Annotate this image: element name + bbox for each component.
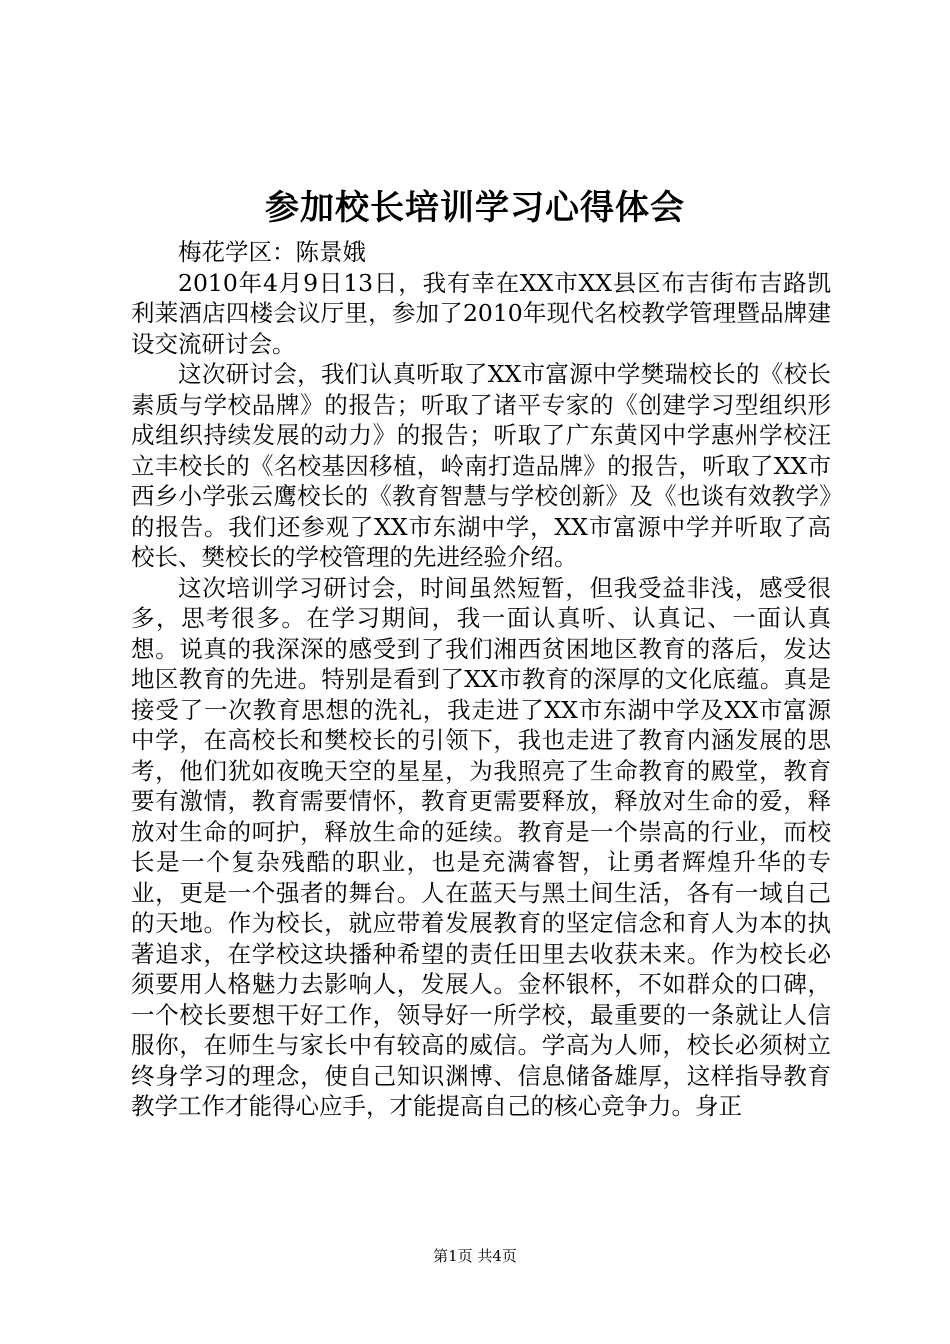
document-title: 参加校长培训学习心得体会 <box>265 188 685 228</box>
document-body <box>131 237 831 1122</box>
paragraph: 这次研讨会，我们认真听取了XX市富源中学樊瑞校长的《校长素质与学校品牌》的报告；听取了诸平专家的《创建学习型组织形成组织持续发展的动力》的报告；听取了广东黄冈中学惠州学校汪立丰校长的《名校基因移植，岭南打造品牌》的报告，听取了XX市西乡小学张云鹰校长的《教育智慧与学校创新》及《也谈有效教学》的报告。我们还参观了XX市东湖中学，XX市富源中学并听取了高校长、樊校长的学校管理的先进经验介绍。 <box>131 360 831 571</box>
author-line: 梅花学区：陈景娥 <box>178 238 366 266</box>
page-footer: 第1页 共4页 <box>433 1247 517 1265</box>
paragraph: 这次培训学习研讨会，时间虽然短暂，但我受益非浅，感受很多，思考很多。在学习期间，我一面认真听、认真记、一面认真想。说真的我深深的感受到了我们湘西贫困地区教育的落后，发达地区教育的先进。特别是看到了XX市教育的深厚的文化底蕴。真是接受了一次教育思想的洗礼，我走进了XX市东湖中学及XX市富源中学，在高校长和樊校长的引领下，我也走进了教育内涵发展的思考，他们犹如夜晚天空的星星，为我照亮了生命教育的殿堂，教育要有激情，教育需要情怀，教育更需要释放，释放对生命的爱，释放对生命的呵护，释放生命的延续。教育是一个崇高的行业，而校长是一个复杂残酷的职业，也是充满睿智，让勇者辉煌升华的专业，更是一个强者的舞台。人在蓝天与黑土间生活，各有一域自己的天地。作为校长，就应带着发展教育的坚定信念和育人为本的执著追求，在学校这块播种希望的责任田里去收获未来。作为校长必须要用人格魅力去影响人，发展人。金杯银杯，不如群众的口碑，一个校长要想干好工作，领导好一所学校，最重要的一条就让人信服你，在师生与家长中有较高的威信。学高为人师，校长必须树立终身学习的理念，使自己知识渊博、信息储备雄厚，这样指导教育教学工作才能得心应手，才能提高自己的核心竞争力。身正 <box>131 573 831 1120</box>
paragraph: 2010年4月9日13日，我有幸在XX市XX县区布吉街布吉路凯利莱酒店四楼会议厅里，参加了2010年现代名校教学管理暨品牌建设交流研讨会。 <box>131 268 831 358</box>
